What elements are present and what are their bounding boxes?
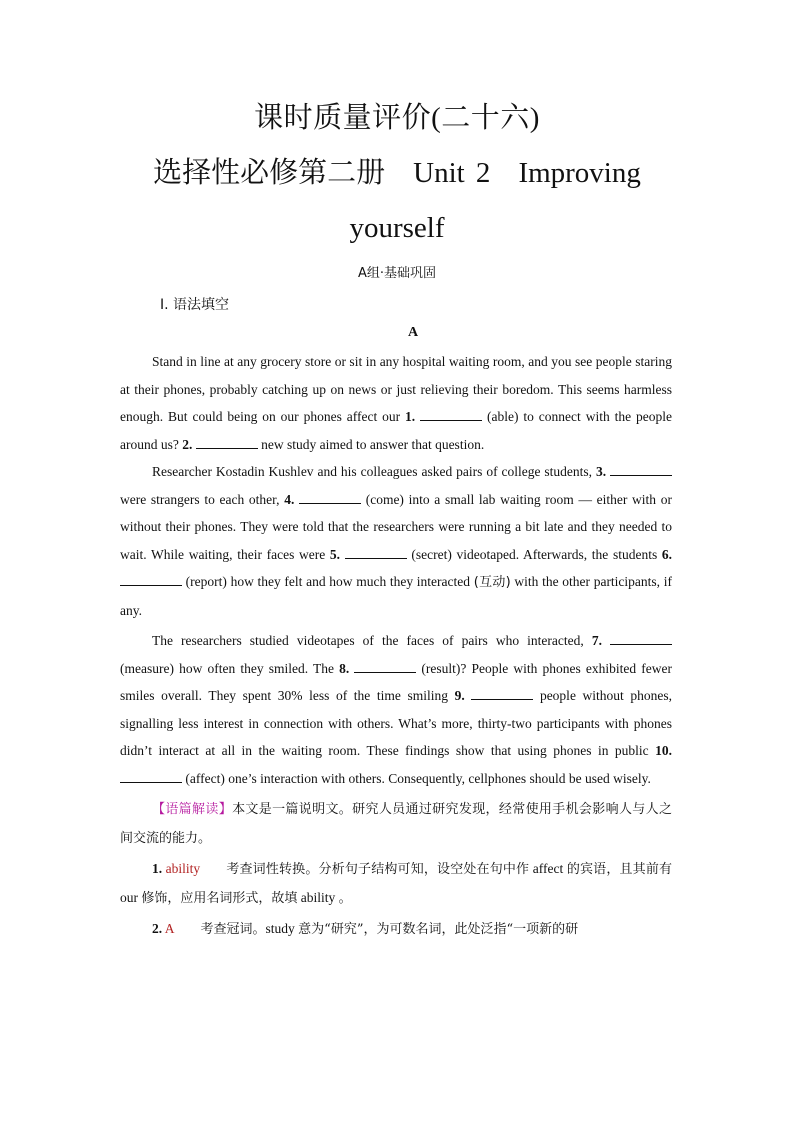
unit-title-unit: Unit 2 (413, 157, 491, 189)
unit-title (0, 153, 794, 193)
question-number: 7. (591, 633, 602, 648)
question-number: 3. (595, 464, 607, 479)
answer-blank-10[interactable] (120, 767, 182, 783)
question-number: 8. (339, 660, 350, 676)
unit-title-word: Improving (518, 157, 641, 189)
answer-blank-2[interactable] (196, 433, 258, 449)
answer-item-1: 1. ability 考查词性转换。分析句子结构可知，设空处在句中作 affect 的宾语，且其前有 our 修饰，应用名词形式，故填 ability 。 (120, 861, 672, 906)
answer-blank-6[interactable] (120, 570, 182, 586)
group-label: A组·基础巩固 (357, 266, 437, 281)
answer-blank-3[interactable] (610, 460, 672, 476)
passage-body (120, 348, 672, 944)
paragraph-2: Researcher Kostadin Kushlev and his colleagues asked pairs of college students, 3. were strangers to each other, 4. (come) into a small lab waiting room — either with or without their phones. They were told that the researchers were running a bit late and they needed to wait. While waiting, their faces were 5. (secret) videotaped. Afterwards, the students 6. (report) how they felt and how much they interacted (互动) with the other participants, if any. (120, 458, 672, 624)
paragraph-3: The researchers studied videotapes of the faces of pairs who interacted, 7. (measure) how often they smiled. The 8. (result)? People with phones exhibited fewer smiles overall. They spent 30% less of the time smiling 9. people without phones, signalling less interest in connection with others. What’s more, thirty-two participants with phones didn’t interact at all in the waiting room. These findings show that using phones in public 10. (affect) one’s interaction with others. Consequently, cellphones should be used wisely. (120, 627, 672, 792)
paragraph-1: Stand in line at any grocery store or sit in any hospital waiting room, and you see people staring at their phones, probably catching up on news or just relieving their boredom. This seems harmless enough. But could being on our phones affect our 1. (able) to connect with the people around us? 2. new study aimed to answer that question. (120, 354, 673, 452)
question-number: 10. (655, 743, 672, 758)
question-number: 6. (661, 546, 673, 562)
analysis-text: 本文是一篇说明文。研究人员通过研究发现，经常使用手机会影响人与人之间交流的能力。 (120, 802, 672, 846)
question-number: 5. (329, 546, 341, 562)
unit-title-continued: yourself (349, 212, 445, 244)
answer-blank-4[interactable] (299, 488, 361, 504)
question-number: 9. (454, 688, 465, 703)
answer-item-2: 2. A 考查冠词。study 意为“研究”，为可数名词，此处泛指“一项新的研 (152, 921, 579, 937)
answer-text: A (164, 921, 175, 936)
unit-title-cn: 选择性必修第二册 (153, 157, 386, 189)
answer-blank-1[interactable] (420, 405, 482, 421)
lesson-title: 课时质量评价(二十六) (254, 102, 540, 134)
section-label: Ⅰ. 语法填空 (160, 297, 230, 313)
passage-letter: A (407, 325, 419, 340)
question-number: 2. (182, 436, 193, 452)
answer-blank-5[interactable] (345, 543, 407, 559)
answer-blank-8[interactable] (354, 657, 416, 673)
analysis-paragraph (120, 795, 672, 852)
question-number: 4. (284, 491, 295, 507)
answer-text: ability (165, 861, 201, 876)
answer-blank-7[interactable] (610, 629, 672, 645)
question-number: 1. (405, 409, 416, 424)
answer-blank-9[interactable] (471, 684, 533, 700)
analysis-tag: 【语篇解读】 (152, 802, 233, 817)
